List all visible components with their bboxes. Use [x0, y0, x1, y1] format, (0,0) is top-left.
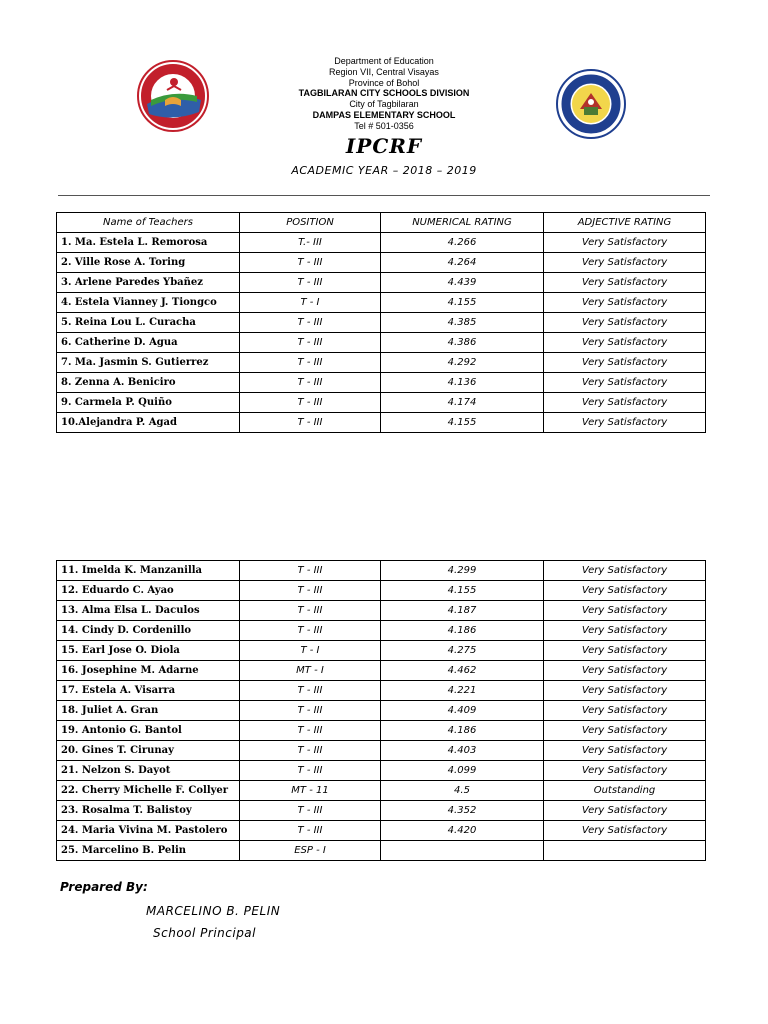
header-adjective-rating: ADJECTIVE RATING: [544, 213, 706, 233]
table-row: [57, 801, 706, 821]
header-city: City of Tagbilaran: [349, 99, 419, 110]
adjective-rating: Very Satisfactory: [544, 721, 706, 741]
table-row: [57, 413, 706, 433]
numerical-rating: 4.386: [381, 333, 544, 353]
adjective-rating: Very Satisfactory: [544, 353, 706, 373]
ratings-table-part1: [56, 212, 706, 433]
teacher-position: T - III: [240, 561, 381, 581]
numerical-rating: 4.099: [381, 761, 544, 781]
teacher-name: 18. Juliet A. Gran: [57, 701, 240, 721]
table-row: [57, 581, 706, 601]
table-row: [57, 601, 706, 621]
teacher-position: T - III: [240, 741, 381, 761]
numerical-rating: 4.186: [381, 721, 544, 741]
teacher-name: 10.Alejandra P. Agad: [57, 413, 240, 433]
adjective-rating: Very Satisfactory: [544, 333, 706, 353]
table-row: [57, 393, 706, 413]
teacher-name: 15. Earl Jose O. Diola: [57, 641, 240, 661]
table-row: [57, 621, 706, 641]
table-row: [57, 721, 706, 741]
header-province: Province of Bohol: [348, 77, 420, 88]
table-row: [57, 333, 706, 353]
header-position: POSITION: [240, 213, 381, 233]
table-row: [57, 841, 706, 861]
teacher-name: 24. Maria Vivina M. Pastolero: [57, 821, 240, 841]
teacher-name: 19. Antonio G. Bantol: [57, 721, 240, 741]
numerical-rating: 4.155: [381, 581, 544, 601]
adjective-rating: Very Satisfactory: [544, 821, 706, 841]
numerical-rating: 4.292: [381, 353, 544, 373]
table-row: [57, 353, 706, 373]
adjective-rating: Very Satisfactory: [544, 253, 706, 273]
numerical-rating: 4.186: [381, 621, 544, 641]
table-row: [57, 641, 706, 661]
teacher-name: 6. Catherine D. Agua: [57, 333, 240, 353]
table-row: [57, 741, 706, 761]
numerical-rating: 4.5: [381, 781, 544, 801]
teacher-name: 5. Reina Lou L. Curacha: [57, 313, 240, 333]
teacher-position: T - III: [240, 761, 381, 781]
numerical-rating: 4.439: [381, 273, 544, 293]
teacher-position: T - III: [240, 253, 381, 273]
document-header: [0, 56, 768, 132]
header-tel: Tel # 501-0356: [354, 120, 414, 131]
table-row: [57, 681, 706, 701]
adjective-rating: Very Satisfactory: [544, 581, 706, 601]
teacher-name: 16. Josephine M. Adarne: [57, 661, 240, 681]
table-row: [57, 233, 706, 253]
ratings-table-part2: [56, 560, 706, 861]
table-row: [57, 661, 706, 681]
teacher-position: T - III: [240, 413, 381, 433]
academic-year: ACADEMIC YEAR – 2018 – 2019: [291, 164, 477, 177]
teacher-name: 23. Rosalma T. Balistoy: [57, 801, 240, 821]
teacher-position: T - III: [240, 581, 381, 601]
signatory-role: School Principal: [153, 926, 256, 940]
header-name: Name of Teachers: [57, 213, 240, 233]
teacher-name: 1. Ma. Estela L. Remorosa: [57, 233, 240, 253]
numerical-rating: 4.264: [381, 253, 544, 273]
adjective-rating: Very Satisfactory: [544, 641, 706, 661]
teacher-position: T - III: [240, 333, 381, 353]
adjective-rating: Very Satisfactory: [544, 741, 706, 761]
numerical-rating: 4.155: [381, 293, 544, 313]
numerical-rating: 4.420: [381, 821, 544, 841]
adjective-rating: Very Satisfactory: [544, 621, 706, 641]
teacher-position: T - III: [240, 721, 381, 741]
table-row: [57, 373, 706, 393]
prepared-by-label: Prepared By:: [60, 880, 148, 894]
teacher-name: 20. Gines T. Cirunay: [57, 741, 240, 761]
teacher-name: 21. Nelzon S. Dayot: [57, 761, 240, 781]
teacher-position: T - III: [240, 821, 381, 841]
adjective-rating: Very Satisfactory: [544, 801, 706, 821]
adjective-rating: Very Satisfactory: [544, 561, 706, 581]
teacher-position: MT - 11: [240, 781, 381, 801]
table-row: [57, 561, 706, 581]
teacher-name: 9. Carmela P. Quiño: [57, 393, 240, 413]
adjective-rating: Outstanding: [544, 781, 706, 801]
adjective-rating: Very Satisfactory: [544, 601, 706, 621]
teacher-name: 25. Marcelino B. Pelin: [57, 841, 240, 861]
teacher-position: T - III: [240, 621, 381, 641]
numerical-rating: 4.275: [381, 641, 544, 661]
teacher-position: MT - I: [240, 661, 381, 681]
teacher-position: T.- III: [240, 233, 381, 253]
numerical-rating: 4.352: [381, 801, 544, 821]
adjective-rating: Very Satisfactory: [544, 233, 706, 253]
school-seal: [556, 69, 626, 139]
adjective-rating: Very Satisfactory: [544, 413, 706, 433]
header-division: TAGBILARAN CITY SCHOOLS DIVISION: [298, 88, 470, 99]
teacher-name: 12. Eduardo C. Ayao: [57, 581, 240, 601]
numerical-rating: 4.266: [381, 233, 544, 253]
numerical-rating: 4.136: [381, 373, 544, 393]
adjective-rating: Very Satisfactory: [544, 373, 706, 393]
teacher-name: 17. Estela A. Visarra: [57, 681, 240, 701]
teacher-name: 7. Ma. Jasmin S. Gutierrez: [57, 353, 240, 373]
adjective-rating: Very Satisfactory: [544, 273, 706, 293]
teacher-name: 8. Zenna A. Beniciro: [57, 373, 240, 393]
teacher-position: T - III: [240, 393, 381, 413]
teacher-position: T - I: [240, 293, 381, 313]
table-row: [57, 313, 706, 333]
adjective-rating: Very Satisfactory: [544, 293, 706, 313]
teacher-name: 11. Imelda K. Manzanilla: [57, 561, 240, 581]
teacher-position: T - III: [240, 801, 381, 821]
adjective-rating: Very Satisfactory: [544, 681, 706, 701]
teacher-name: 22. Cherry Michelle F. Collyer: [57, 781, 240, 801]
teacher-position: T - III: [240, 353, 381, 373]
numerical-rating: 4.403: [381, 741, 544, 761]
teacher-name: 3. Arlene Paredes Ybañez: [57, 273, 240, 293]
teacher-position: T - III: [240, 313, 381, 333]
table-row: [57, 253, 706, 273]
header-region: Region VII, Central Visayas: [329, 66, 439, 77]
adjective-rating: Very Satisfactory: [544, 701, 706, 721]
header-school: DAMPAS ELEMENTARY SCHOOL: [312, 109, 456, 120]
numerical-rating: 4.155: [381, 413, 544, 433]
adjective-rating: Very Satisfactory: [544, 313, 706, 333]
teacher-name: 13. Alma Elsa L. Daculos: [57, 601, 240, 621]
header-numerical-rating: NUMERICAL RATING: [381, 213, 544, 233]
header-department: Department of Education: [334, 56, 434, 66]
numerical-rating: 4.385: [381, 313, 544, 333]
numerical-rating: [381, 841, 544, 861]
header-divider: [58, 195, 710, 196]
teacher-name: 4. Estela Vianney J. Tiongco: [57, 293, 240, 313]
table-row: [57, 821, 706, 841]
teacher-position: ESP - I: [240, 841, 381, 861]
table-row: [57, 293, 706, 313]
table-row: [57, 761, 706, 781]
table-row: [57, 781, 706, 801]
table-header-row: [57, 213, 706, 233]
teacher-position: T - III: [240, 273, 381, 293]
teacher-position: T - III: [240, 701, 381, 721]
adjective-rating: [544, 841, 706, 861]
numerical-rating: 4.409: [381, 701, 544, 721]
teacher-position: T - I: [240, 641, 381, 661]
page-title: IPCRF: [345, 134, 423, 158]
teacher-position: T - III: [240, 681, 381, 701]
numerical-rating: 4.221: [381, 681, 544, 701]
teacher-position: T - III: [240, 373, 381, 393]
numerical-rating: 4.174: [381, 393, 544, 413]
adjective-rating: Very Satisfactory: [544, 661, 706, 681]
teacher-name: 2. Ville Rose A. Toring: [57, 253, 240, 273]
teacher-name: 14. Cindy D. Cordenillo: [57, 621, 240, 641]
table-row: [57, 273, 706, 293]
numerical-rating: 4.299: [381, 561, 544, 581]
numerical-rating: 4.462: [381, 661, 544, 681]
adjective-rating: Very Satisfactory: [544, 393, 706, 413]
table-row: [57, 701, 706, 721]
teacher-position: T - III: [240, 601, 381, 621]
signatory-name: MARCELINO B. PELIN: [146, 904, 281, 918]
numerical-rating: 4.187: [381, 601, 544, 621]
adjective-rating: Very Satisfactory: [544, 761, 706, 781]
